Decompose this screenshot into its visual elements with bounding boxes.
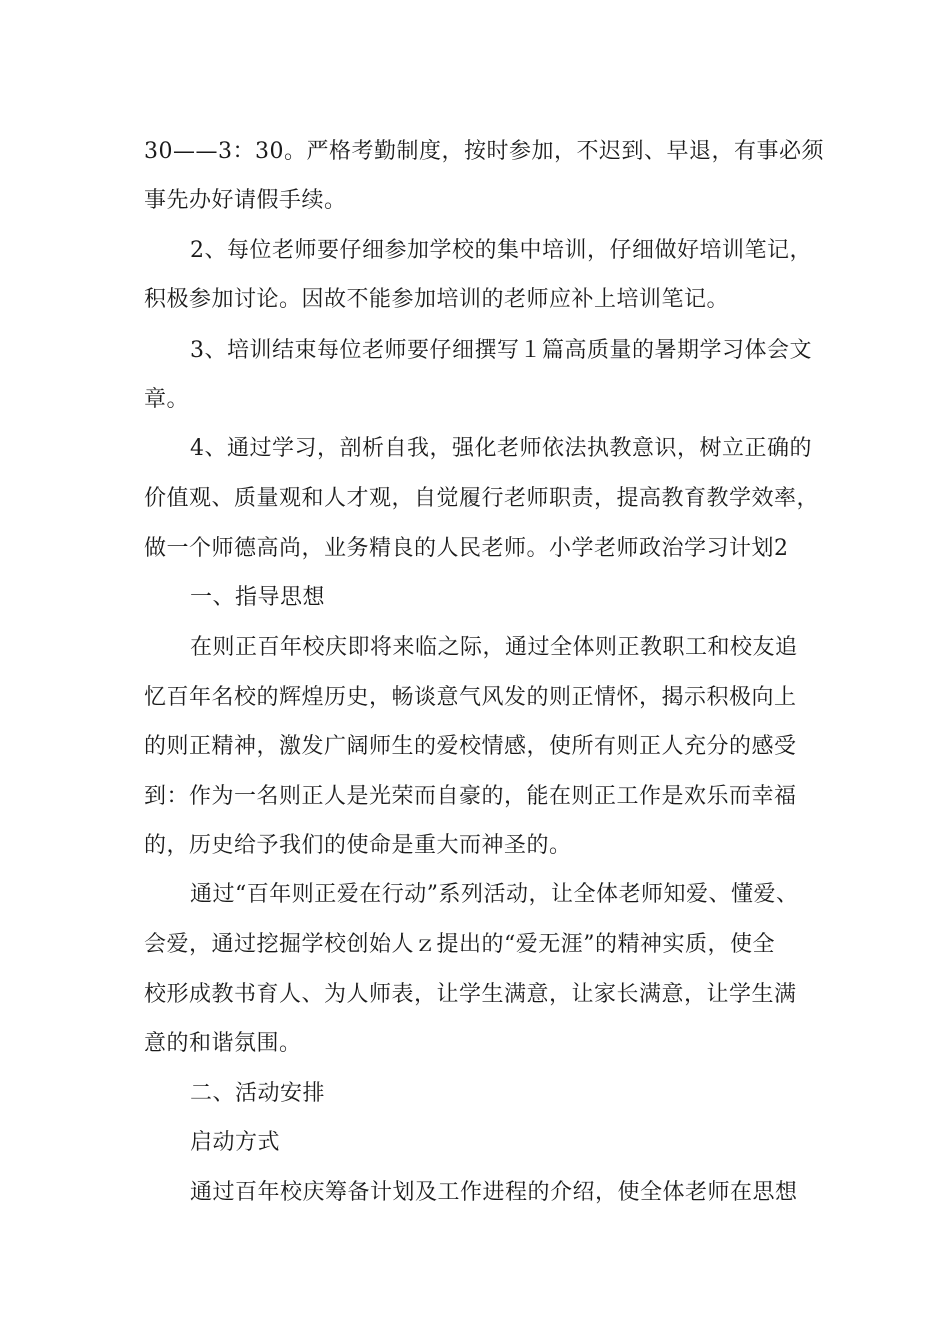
text-line: 忆百年名校的辉煌历史，畅谈意气风发的则正情怀，揭示积极向上 [144,685,797,710]
text-line: 的则正精神，激发广阔师生的爱校情感，使所有则正人充分的感受 [144,734,797,759]
section-heading: 二、活动安排 [190,1081,326,1106]
text-line: 到：作为一名则正人是光荣而自豪的，能在则正工作是欢乐而幸福 [144,784,797,809]
text-line: 做一个师德高尚，业务精良的人民老师。小学老师政治学习计划2 [144,536,789,561]
text-line: 会爱，通过挖掘学校创始人ｚ提出的“爱无涯”的精神实质，使全 [144,932,775,957]
section-heading: 一、指导思想 [190,585,326,610]
text-line: 在则正百年校庆即将来临之际，通过全体则正教职工和校友追 [190,635,798,660]
text-line: 事先办好请假手续。 [144,188,347,213]
text-line: 章。 [144,387,190,412]
text-line: 价值观、质量观和人才观，自觉履行老师职责，提高教育教学效率， [144,486,820,511]
subsection-heading: 启动方式 [190,1130,281,1155]
text-line: 3、培训结束每位老师要仔细撰写１篇高质量的暑期学习体会文 [190,338,812,363]
text-line: 积极参加讨论。因故不能参加培训的老师应补上培训笔记。 [144,287,730,312]
text-line: 的，历史给予我们的使命是重大而神圣的。 [144,833,572,858]
text-line: 30——3：30。严格考勤制度，按时参加，不迟到、早退，有事必须 [144,139,824,164]
text-line: 校形成教书育人、为人师表，让学生满意，让家长满意，让学生满 [144,982,797,1007]
text-line: 2、每位老师要仔细参加学校的集中培训，仔细做好培训笔记， [190,238,812,263]
text-line: 意的和谐氛围。 [144,1031,302,1056]
text-line: 通过百年校庆筹备计划及工作进程的介绍，使全体老师在思想 [190,1180,798,1205]
text-line: 4、通过学习，剖析自我，强化老师依法执教意识，树立正确的 [190,436,812,461]
text-line: 通过“百年则正爱在行动”系列活动，让全体老师知爱、懂爱、 [190,882,799,907]
